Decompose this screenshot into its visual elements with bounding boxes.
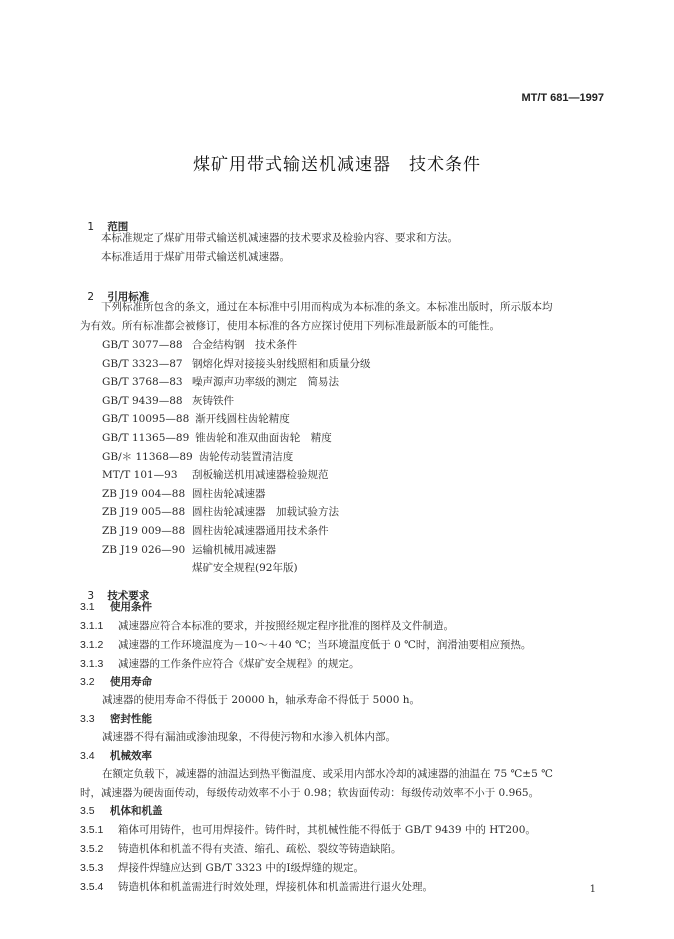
reference-row bbox=[102, 373, 371, 392]
reference-code: GB/T 10095—88 bbox=[102, 413, 190, 426]
clause-3-1-1: 3.1.1 减速器应符合本标准的要求，并按照经规定程序批准的图样及文件制造。 bbox=[80, 620, 454, 632]
reference-title: 刮板输送机用减速器检验规范 bbox=[192, 469, 329, 482]
clause-3-5-1: 3.5.1 箱体可用铸件，也可用焊接件。铸件时，其机械性能不得低于 GB/T 9439 中的 HT200。 bbox=[80, 824, 536, 836]
reference-title: 圆柱齿轮减速器 加载试验方法 bbox=[192, 506, 339, 519]
subsection-3-5-heading: 3.5 机体和机盖 bbox=[80, 805, 163, 817]
reference-title: 锥齿轮和准双曲面齿轮 精度 bbox=[195, 431, 332, 444]
reference-row bbox=[102, 503, 371, 522]
referenced-standards-list bbox=[102, 336, 371, 578]
clause-3-2-text: 减速器的使用寿命不得低于 20000 h，轴承寿命不得低于 5000 h。 bbox=[102, 694, 420, 706]
reference-code: GB/＊ 11368—89 bbox=[102, 450, 193, 463]
reference-code: ZB J19 004—88 bbox=[102, 487, 186, 500]
clause-3-1-3: 3.1.3 减速器的工作条件应符合《煤矿安全规程》的规定。 bbox=[80, 658, 360, 670]
clause-3-1-2: 3.1.2 减速器的工作环境温度为－10～＋40 ℃；当环境温度低于 0 ℃时，润滑油要相应预热。 bbox=[80, 639, 532, 651]
section-number: 2 bbox=[87, 291, 94, 303]
reference-code: GB/T 11365—89 bbox=[102, 431, 190, 444]
reference-title: 圆柱齿轮减速器通用技术条件 bbox=[192, 524, 329, 537]
clause-3-4-line-1: 在额定负载下，减速器的油温达到热平衡温度、或采用内部水冷却的减速器的油温在 75 ℃±5 ℃ bbox=[102, 768, 553, 780]
reference-row bbox=[102, 522, 371, 541]
reference-title: 齿轮传动装置清洁度 bbox=[198, 450, 294, 463]
reference-code: ZB J19 009—88 bbox=[102, 524, 186, 537]
section-1-line-1: 本标准规定了煤矿用带式输送机减速器的技术要求及检验内容、要求和方法。 bbox=[101, 232, 458, 244]
reference-row bbox=[102, 448, 371, 467]
reference-row bbox=[102, 466, 371, 485]
document-title: 煤矿用带式输送机减速器 技术条件 bbox=[193, 155, 481, 175]
section-title: 引用标准 bbox=[107, 291, 150, 303]
reference-title: 渐开线圆柱齿轮精度 bbox=[195, 413, 290, 426]
reference-title: 钢熔化焊对接接头射线照相和质量分级 bbox=[192, 357, 371, 370]
reference-title: 灰铸铁件 bbox=[192, 394, 234, 407]
reference-row bbox=[102, 392, 371, 411]
reference-title: 运输机械用减速器 bbox=[192, 543, 276, 556]
subsection-3-1-heading: 3.1 使用条件 bbox=[80, 601, 152, 613]
section-2-intro-line-1: 下列标准所包含的条文，通过在本标准中引用而构成为本标准的条文。本标准出版时，所示版本均 bbox=[101, 301, 553, 313]
page-number: 1 bbox=[589, 884, 596, 895]
reference-row bbox=[102, 355, 371, 374]
subsection-3-2-heading: 3.2 使用寿命 bbox=[80, 676, 152, 688]
clause-3-3-text: 减速器不得有漏油或渗油现象，不得使污物和水渗入机体内部。 bbox=[102, 731, 396, 743]
clause-3-4-line-2: 时，减速器为硬齿面传动，每级传动效率不小于 0.98；软齿面传动：每级传动效率不小于 0.965。 bbox=[80, 787, 540, 799]
reference-code: GB/T 3077—88 bbox=[102, 339, 183, 351]
reference-title: 噪声源声功率级的测定 简易法 bbox=[192, 376, 339, 389]
section-number: 1 bbox=[87, 221, 94, 233]
section-1-line-2: 本标准适用于煤矿用带式输送机减速器。 bbox=[101, 251, 290, 263]
subsection-3-4-heading: 3.4 机械效率 bbox=[80, 750, 152, 762]
section-number: 3 bbox=[87, 590, 94, 602]
standard-number: MT/T 681—1997 bbox=[521, 92, 604, 104]
clause-3-5-3: 3.5.3 焊接件焊缝应达到 GB/T 3323 中的Ⅰ级焊缝的规定。 bbox=[80, 862, 365, 874]
reference-row bbox=[102, 336, 371, 355]
clause-3-5-4: 3.5.4 铸造机体和机盖需进行时效处理，焊接机体和机盖需进行退火处理。 bbox=[80, 881, 433, 893]
reference-title: 合金结构钢 技术条件 bbox=[192, 339, 297, 351]
reference-row bbox=[102, 429, 371, 448]
reference-code: ZB J19 005—88 bbox=[102, 506, 186, 519]
reference-title: 煤矿安全规程(92年版) bbox=[192, 562, 298, 575]
reference-code: MT/T 101—93 bbox=[102, 469, 178, 482]
section-title: 技术要求 bbox=[107, 590, 150, 602]
reference-row bbox=[102, 410, 371, 429]
reference-row bbox=[102, 541, 371, 560]
reference-code: GB/T 3768—83 bbox=[102, 376, 183, 389]
clause-3-5-2: 3.5.2 铸造机体和机盖不得有夹渣、缩孔、疏松、裂纹等铸造缺陷。 bbox=[80, 843, 402, 855]
reference-code: ZB J19 026—90 bbox=[102, 543, 186, 556]
section-2-intro-line-2: 为有效。所有标准都会被修订，使用本标准的各方应探讨使用下列标准最新版本的可能性。 bbox=[80, 320, 500, 332]
section-title: 范围 bbox=[107, 221, 129, 233]
subsection-3-3-heading: 3.3 密封性能 bbox=[80, 713, 152, 725]
reference-code: GB/T 3323—87 bbox=[102, 357, 183, 370]
reference-title: 圆柱齿轮减速器 bbox=[192, 487, 266, 500]
reference-code: GB/T 9439—88 bbox=[102, 394, 183, 407]
reference-row bbox=[102, 559, 371, 578]
reference-row bbox=[102, 485, 371, 504]
